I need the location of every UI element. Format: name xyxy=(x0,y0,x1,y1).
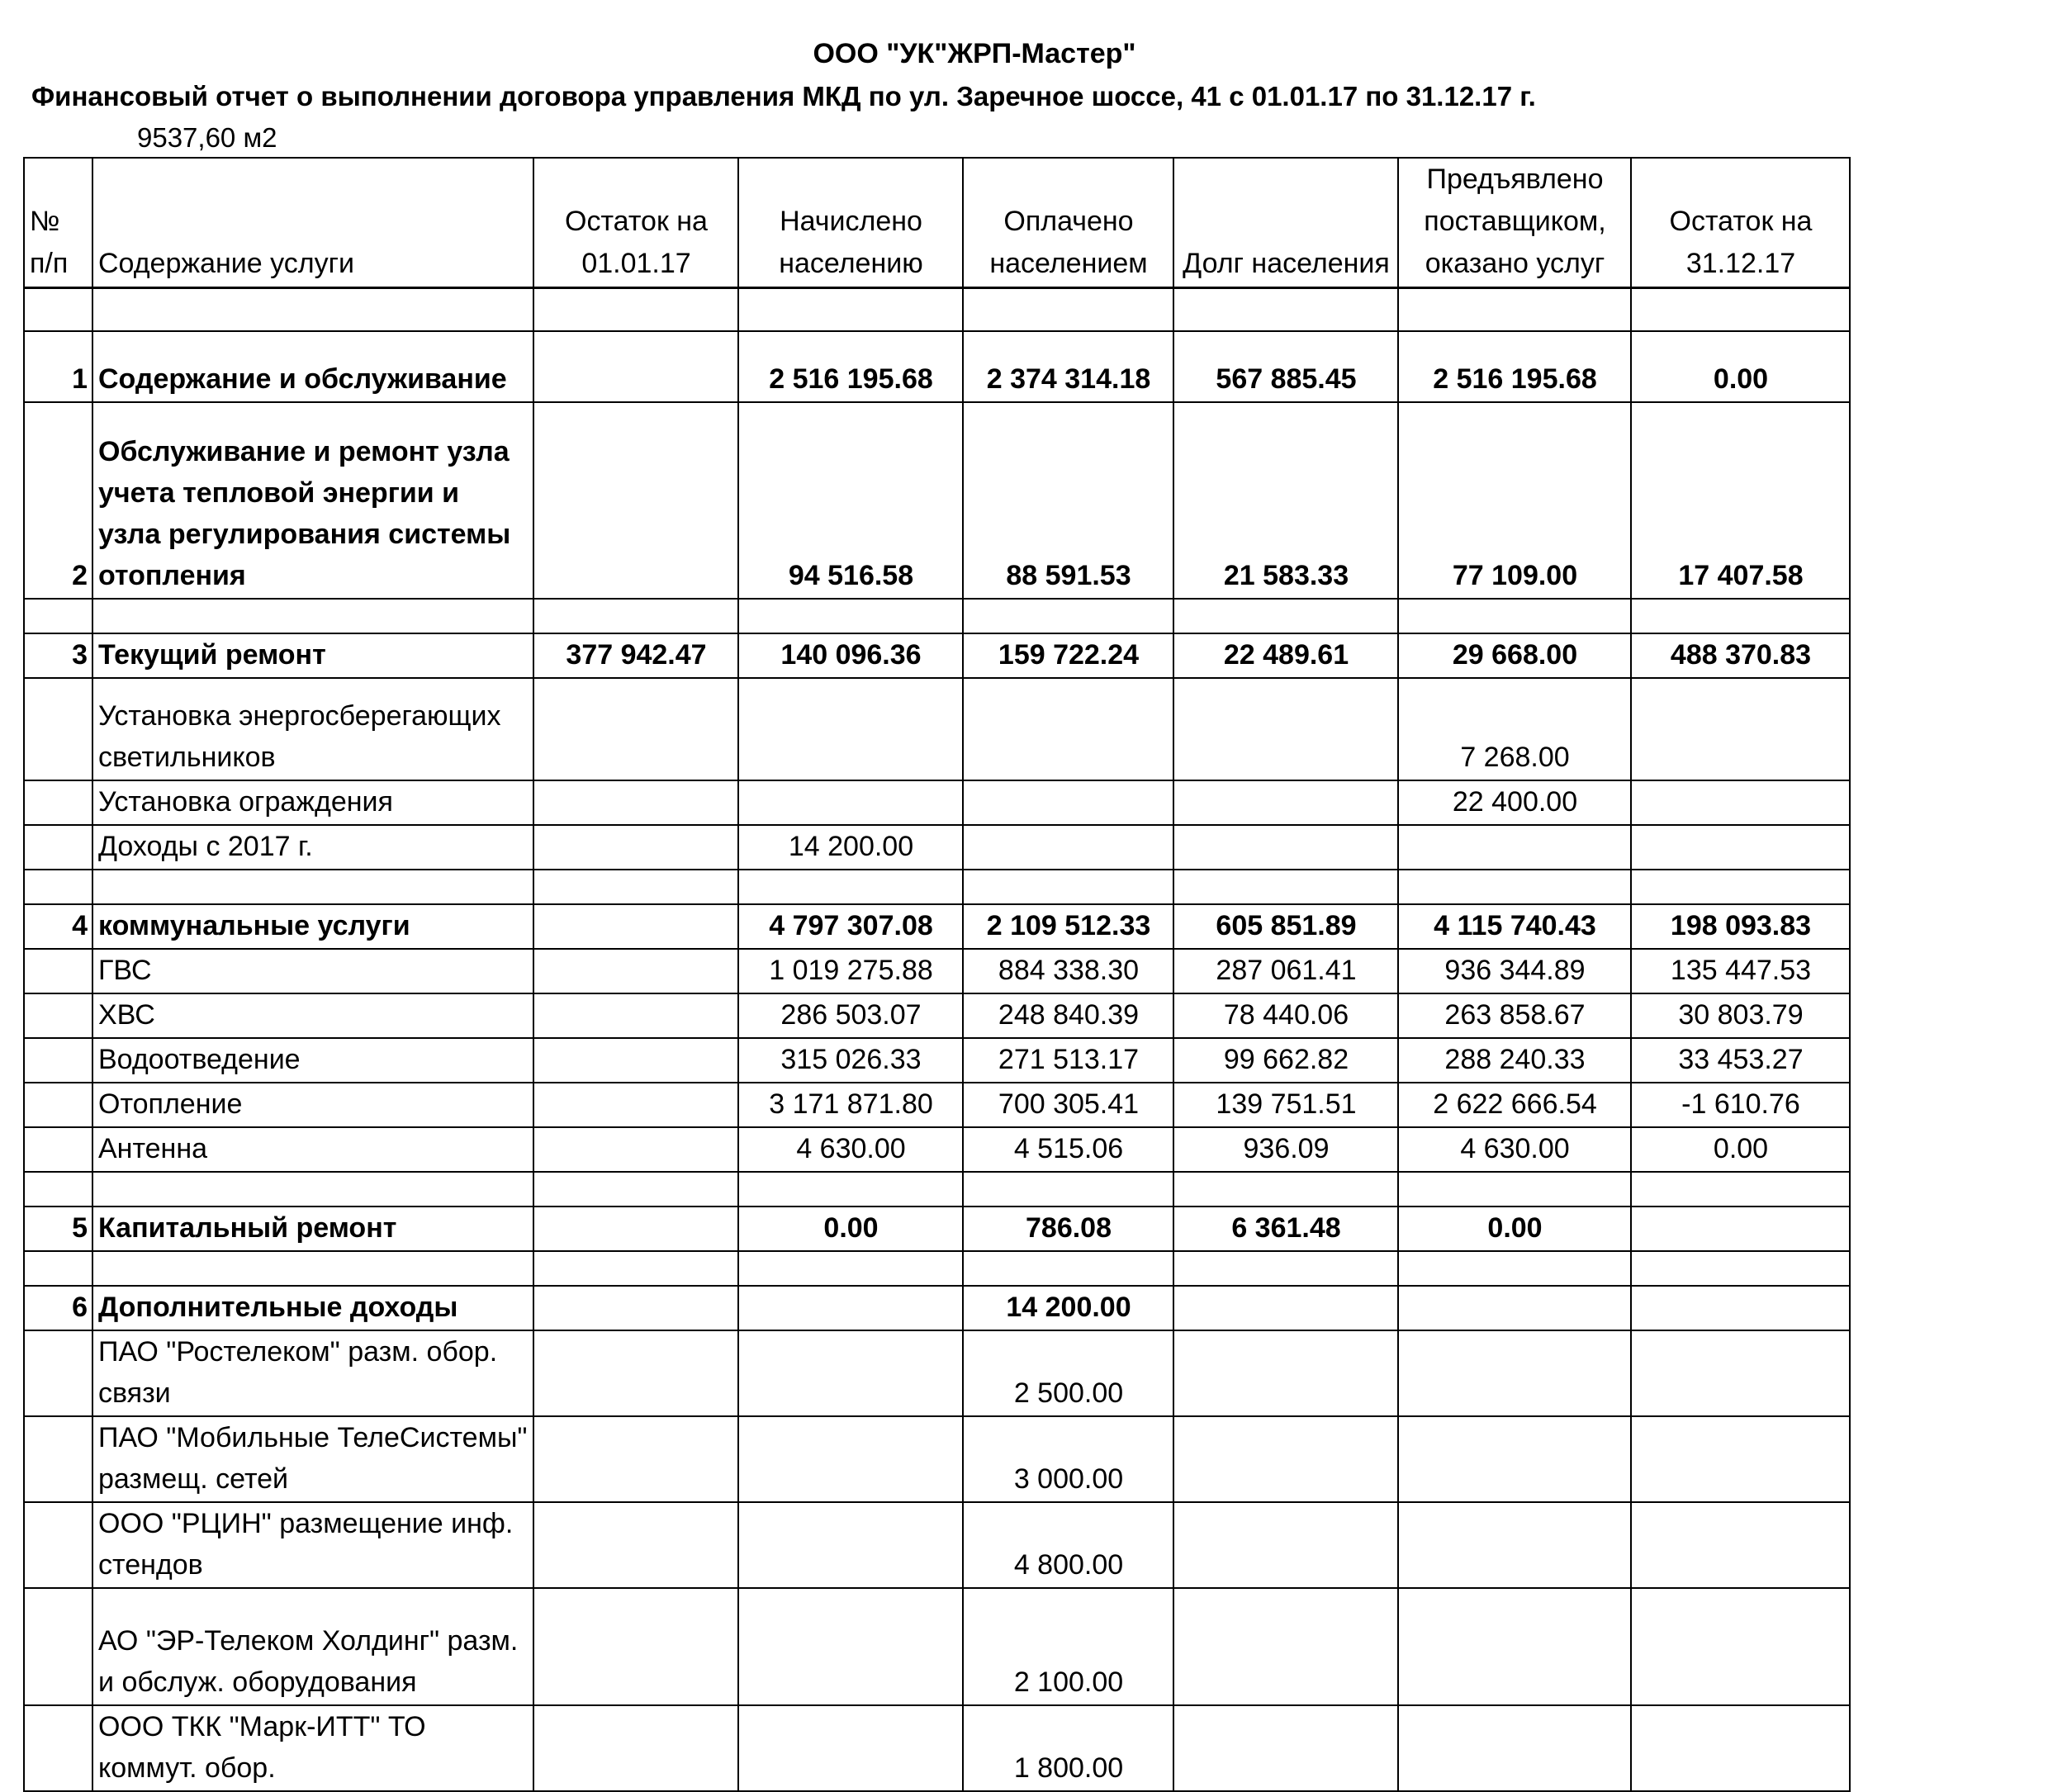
charged-cell: 3 171 871.80 xyxy=(738,1083,963,1127)
header-paid: Оплачено населением xyxy=(963,158,1173,288)
supplier-cell xyxy=(1398,1416,1631,1502)
balance-start-cell xyxy=(533,1286,738,1330)
balance-start-cell xyxy=(533,1207,738,1251)
charged-cell xyxy=(738,599,963,633)
charged-cell: 2 516 195.68 xyxy=(738,331,963,402)
debt-cell xyxy=(1173,780,1398,825)
paid-cell xyxy=(963,599,1173,633)
debt-cell xyxy=(1173,1502,1398,1588)
supplier-cell xyxy=(1398,1588,1631,1705)
balance-end-cell: 33 453.27 xyxy=(1631,1038,1850,1083)
balance-end-cell: -1 610.76 xyxy=(1631,1083,1850,1127)
supplier-cell: 7 268.00 xyxy=(1398,678,1631,780)
debt-cell xyxy=(1173,1705,1398,1791)
balance-start-cell xyxy=(533,1705,738,1791)
row-number: 1 xyxy=(24,331,92,402)
row-number xyxy=(24,1083,92,1127)
table-row xyxy=(24,825,1850,870)
charged-cell xyxy=(738,1588,963,1705)
debt-cell xyxy=(1173,1251,1398,1286)
supplier-cell xyxy=(1398,870,1631,904)
paid-cell: 786.08 xyxy=(963,1207,1173,1251)
charged-cell xyxy=(738,780,963,825)
balance-start-cell xyxy=(533,870,738,904)
supplier-cell: 22 400.00 xyxy=(1398,780,1631,825)
table-row xyxy=(24,1588,1850,1705)
supplier-cell: 77 109.00 xyxy=(1398,402,1631,599)
supplier-cell: 2 516 195.68 xyxy=(1398,331,1631,402)
balance-start-cell xyxy=(533,1330,738,1416)
balance-start-cell xyxy=(533,402,738,599)
paid-cell xyxy=(963,825,1173,870)
balance-end-cell xyxy=(1631,288,1850,331)
row-number xyxy=(24,1416,92,1502)
paid-cell: 4 515.06 xyxy=(963,1127,1173,1172)
supplier-cell xyxy=(1398,599,1631,633)
balance-start-cell xyxy=(533,331,738,402)
table-row xyxy=(24,1207,1850,1251)
charged-cell xyxy=(738,1502,963,1588)
header-balance-start: Остаток на 01.01.17 xyxy=(533,158,738,288)
balance-start-cell xyxy=(533,1172,738,1207)
table-row xyxy=(24,1286,1850,1330)
financial-report-table xyxy=(23,157,1851,1792)
table-row xyxy=(24,331,1850,402)
table-row xyxy=(24,949,1850,993)
paid-cell: 271 513.17 xyxy=(963,1038,1173,1083)
row-number xyxy=(24,1172,92,1207)
table-row xyxy=(24,870,1850,904)
paid-cell xyxy=(963,288,1173,331)
paid-cell xyxy=(963,780,1173,825)
service-name: ГВС xyxy=(92,949,533,993)
paid-cell xyxy=(963,870,1173,904)
supplier-cell: 0.00 xyxy=(1398,1207,1631,1251)
paid-cell xyxy=(963,678,1173,780)
supplier-cell: 263 858.67 xyxy=(1398,993,1631,1038)
table-row xyxy=(24,599,1850,633)
supplier-cell: 4 115 740.43 xyxy=(1398,904,1631,949)
report-title: Финансовый отчет о выполнении договора управления МКД по ул. Заречное шоссе, 41 с 01.01.17 по 31.12.17 г. xyxy=(31,81,1536,111)
table-row xyxy=(24,1251,1850,1286)
balance-end-cell xyxy=(1631,1172,1850,1207)
header-supplier: Предъявлено поставщиком, оказано услуг xyxy=(1398,158,1631,288)
balance-start-cell xyxy=(533,949,738,993)
charged-cell xyxy=(738,678,963,780)
row-number xyxy=(24,1038,92,1083)
balance-start-cell xyxy=(533,678,738,780)
paid-cell: 3 000.00 xyxy=(963,1416,1173,1502)
organization-name: ООО "УК"ЖРП-Мастер" xyxy=(813,38,1136,69)
service-name: коммунальные услуги xyxy=(92,904,533,949)
charged-cell xyxy=(738,1330,963,1416)
row-number: 2 xyxy=(24,402,92,599)
table-row xyxy=(24,904,1850,949)
table-row xyxy=(24,1416,1850,1502)
table-row xyxy=(24,1172,1850,1207)
debt-cell: 6 361.48 xyxy=(1173,1207,1398,1251)
supplier-cell xyxy=(1398,1172,1631,1207)
row-number xyxy=(24,870,92,904)
balance-end-cell: 135 447.53 xyxy=(1631,949,1850,993)
balance-start-cell xyxy=(533,780,738,825)
debt-cell: 605 851.89 xyxy=(1173,904,1398,949)
balance-end-cell xyxy=(1631,1705,1850,1791)
paid-cell: 2 500.00 xyxy=(963,1330,1173,1416)
row-number xyxy=(24,678,92,780)
service-name xyxy=(92,870,533,904)
service-name: ХВС xyxy=(92,993,533,1038)
service-name: Капитальный ремонт xyxy=(92,1207,533,1251)
row-number xyxy=(24,1502,92,1588)
charged-cell: 94 516.58 xyxy=(738,402,963,599)
service-name: Дополнительные доходы xyxy=(92,1286,533,1330)
supplier-cell xyxy=(1398,1502,1631,1588)
paid-cell xyxy=(963,1251,1173,1286)
charged-cell xyxy=(738,1705,963,1791)
row-number xyxy=(24,1588,92,1705)
header-debt: Долг населения xyxy=(1173,158,1398,288)
debt-cell xyxy=(1173,1588,1398,1705)
row-number xyxy=(24,1330,92,1416)
row-number: 3 xyxy=(24,633,92,678)
balance-start-cell xyxy=(533,1038,738,1083)
service-name xyxy=(92,599,533,633)
row-number xyxy=(24,1705,92,1791)
balance-end-cell xyxy=(1631,1502,1850,1588)
paid-cell: 1 800.00 xyxy=(963,1705,1173,1791)
service-name: Установка энергосберегающих светильников xyxy=(92,678,533,780)
charged-cell xyxy=(738,1172,963,1207)
charged-cell: 1 019 275.88 xyxy=(738,949,963,993)
header-balance-end: Остаток на 31.12.17 xyxy=(1631,158,1850,288)
service-name: ООО "РЦИН" размещение инф. стендов xyxy=(92,1502,533,1588)
row-number xyxy=(24,1251,92,1286)
charged-cell: 14 200.00 xyxy=(738,825,963,870)
balance-start-cell xyxy=(533,288,738,331)
balance-start-cell xyxy=(533,904,738,949)
balance-start-cell xyxy=(533,1127,738,1172)
supplier-cell xyxy=(1398,288,1631,331)
table-row xyxy=(24,1705,1850,1791)
service-name xyxy=(92,288,533,331)
charged-cell: 286 503.07 xyxy=(738,993,963,1038)
table-row xyxy=(24,780,1850,825)
balance-end-cell xyxy=(1631,1207,1850,1251)
paid-cell: 884 338.30 xyxy=(963,949,1173,993)
balance-end-cell xyxy=(1631,1251,1850,1286)
service-name xyxy=(92,1251,533,1286)
charged-cell xyxy=(738,1416,963,1502)
supplier-cell xyxy=(1398,1705,1631,1791)
balance-end-cell xyxy=(1631,678,1850,780)
debt-cell: 936.09 xyxy=(1173,1127,1398,1172)
balance-start-cell xyxy=(533,1416,738,1502)
debt-cell: 287 061.41 xyxy=(1173,949,1398,993)
supplier-cell xyxy=(1398,825,1631,870)
service-name: Отопление xyxy=(92,1083,533,1127)
balance-end-cell: 488 370.83 xyxy=(1631,633,1850,678)
debt-cell: 99 662.82 xyxy=(1173,1038,1398,1083)
service-name: Доходы с 2017 г. xyxy=(92,825,533,870)
service-name: ООО ТКК "Марк-ИТТ" ТО коммут. обор. xyxy=(92,1705,533,1791)
table-row xyxy=(24,402,1850,599)
table-row xyxy=(24,1127,1850,1172)
paid-cell: 2 109 512.33 xyxy=(963,904,1173,949)
charged-cell: 4 630.00 xyxy=(738,1127,963,1172)
row-number xyxy=(24,825,92,870)
debt-cell: 78 440.06 xyxy=(1173,993,1398,1038)
service-name: Установка ограждения xyxy=(92,780,533,825)
service-name: АО "ЭР-Телеком Холдинг" разм. и обслуж. оборудования xyxy=(92,1588,533,1705)
debt-cell xyxy=(1173,599,1398,633)
balance-start-cell xyxy=(533,1588,738,1705)
service-name: Водоотведение xyxy=(92,1038,533,1083)
row-number: 4 xyxy=(24,904,92,949)
balance-end-cell xyxy=(1631,1588,1850,1705)
debt-cell xyxy=(1173,288,1398,331)
row-number xyxy=(24,780,92,825)
paid-cell: 2 100.00 xyxy=(963,1588,1173,1705)
paid-cell: 14 200.00 xyxy=(963,1286,1173,1330)
debt-cell xyxy=(1173,1416,1398,1502)
supplier-cell xyxy=(1398,1251,1631,1286)
balance-end-cell xyxy=(1631,1286,1850,1330)
table-row xyxy=(24,1038,1850,1083)
service-name: ПАО "Мобильные ТелеСистемы" размещ. сетей xyxy=(92,1416,533,1502)
service-name: ПАО "Ростелеком" разм. обор. связи xyxy=(92,1330,533,1416)
charged-cell xyxy=(738,870,963,904)
row-number xyxy=(24,288,92,331)
debt-cell xyxy=(1173,1330,1398,1416)
paid-cell: 700 305.41 xyxy=(963,1083,1173,1127)
service-name: Антенна xyxy=(92,1127,533,1172)
row-number: 5 xyxy=(24,1207,92,1251)
debt-cell xyxy=(1173,825,1398,870)
table-header-row xyxy=(24,158,1850,288)
supplier-cell: 936 344.89 xyxy=(1398,949,1631,993)
table-row xyxy=(24,678,1850,780)
table-row xyxy=(24,1083,1850,1127)
charged-cell: 140 096.36 xyxy=(738,633,963,678)
debt-cell xyxy=(1173,1172,1398,1207)
service-name: Обслуживание и ремонт узла учета тепловой энергии и узла регулирования системы отопления xyxy=(92,402,533,599)
debt-cell: 567 885.45 xyxy=(1173,331,1398,402)
balance-end-cell xyxy=(1631,825,1850,870)
balance-start-cell xyxy=(533,1502,738,1588)
header-number: № п/п xyxy=(24,158,92,288)
row-number xyxy=(24,949,92,993)
debt-cell: 22 489.61 xyxy=(1173,633,1398,678)
balance-start-cell xyxy=(533,1083,738,1127)
balance-start-cell: 377 942.47 xyxy=(533,633,738,678)
balance-end-cell: 0.00 xyxy=(1631,331,1850,402)
paid-cell: 4 800.00 xyxy=(963,1502,1173,1588)
service-name: Содержание и обслуживание xyxy=(92,331,533,402)
table-row xyxy=(24,1502,1850,1588)
balance-start-cell xyxy=(533,1251,738,1286)
debt-cell: 139 751.51 xyxy=(1173,1083,1398,1127)
balance-start-cell xyxy=(533,825,738,870)
balance-end-cell xyxy=(1631,599,1850,633)
supplier-cell xyxy=(1398,1286,1631,1330)
service-name: Текущий ремонт xyxy=(92,633,533,678)
balance-start-cell xyxy=(533,599,738,633)
balance-end-cell xyxy=(1631,1330,1850,1416)
paid-cell xyxy=(963,1172,1173,1207)
table-row xyxy=(24,993,1850,1038)
supplier-cell: 4 630.00 xyxy=(1398,1127,1631,1172)
charged-cell xyxy=(738,1251,963,1286)
debt-cell xyxy=(1173,870,1398,904)
balance-end-cell: 30 803.79 xyxy=(1631,993,1850,1038)
row-number: 6 xyxy=(24,1286,92,1330)
service-name xyxy=(92,1172,533,1207)
charged-cell: 315 026.33 xyxy=(738,1038,963,1083)
row-number xyxy=(24,599,92,633)
table-row xyxy=(24,288,1850,331)
row-number xyxy=(24,993,92,1038)
header-charged: Начислено населению xyxy=(738,158,963,288)
balance-end-cell: 198 093.83 xyxy=(1631,904,1850,949)
balance-end-cell xyxy=(1631,1416,1850,1502)
charged-cell: 4 797 307.08 xyxy=(738,904,963,949)
debt-cell xyxy=(1173,678,1398,780)
supplier-cell: 2 622 666.54 xyxy=(1398,1083,1631,1127)
balance-start-cell xyxy=(533,993,738,1038)
paid-cell: 248 840.39 xyxy=(963,993,1173,1038)
supplier-cell: 288 240.33 xyxy=(1398,1038,1631,1083)
charged-cell xyxy=(738,1286,963,1330)
table-row xyxy=(24,1330,1850,1416)
balance-end-cell: 17 407.58 xyxy=(1631,402,1850,599)
balance-end-cell xyxy=(1631,780,1850,825)
header-service: Содержание услуги xyxy=(92,158,533,288)
supplier-cell: 29 668.00 xyxy=(1398,633,1631,678)
debt-cell xyxy=(1173,1286,1398,1330)
row-number xyxy=(24,1127,92,1172)
charged-cell: 0.00 xyxy=(738,1207,963,1251)
supplier-cell xyxy=(1398,1330,1631,1416)
balance-end-cell: 0.00 xyxy=(1631,1127,1850,1172)
paid-cell: 88 591.53 xyxy=(963,402,1173,599)
charged-cell xyxy=(738,288,963,331)
paid-cell: 2 374 314.18 xyxy=(963,331,1173,402)
debt-cell: 21 583.33 xyxy=(1173,402,1398,599)
table-row xyxy=(24,633,1850,678)
building-area: 9537,60 м2 xyxy=(137,122,277,153)
paid-cell: 159 722.24 xyxy=(963,633,1173,678)
balance-end-cell xyxy=(1631,870,1850,904)
